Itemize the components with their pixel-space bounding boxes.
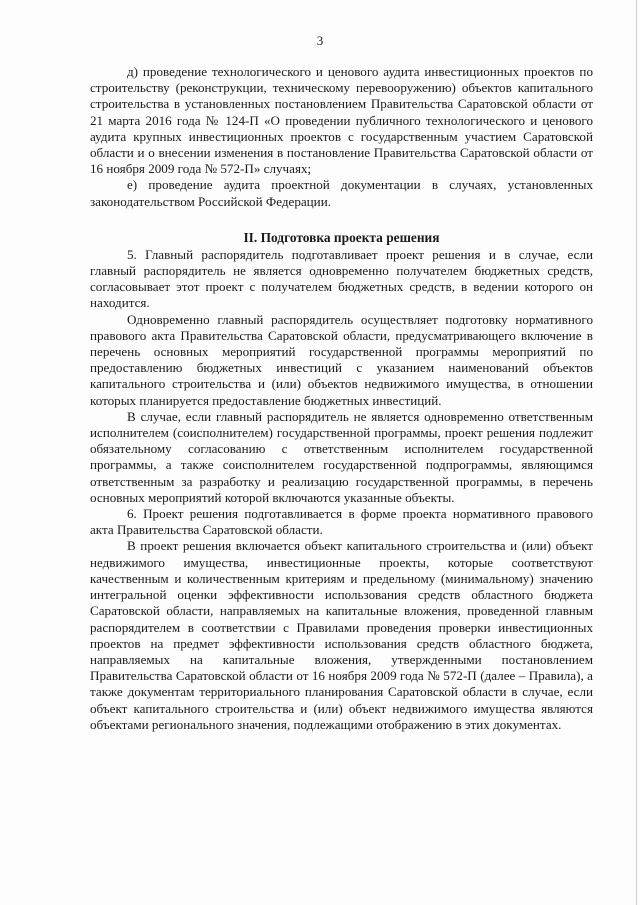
paragraph-audit-e: е) проведение аудита проектной документации в случаях, установленных законодательством Российской Федерации.: [90, 177, 593, 209]
section-heading: II. Подготовка проекта решения: [243, 229, 440, 245]
paragraph-simultaneous-preparation: Одновременно главный распорядитель осуществляет подготовку нормативного правового акта Правительства Саратовской области, предусматривающего включение в перечень основных мероприятий государственной программы мероприятий по предоставлению бюджетных инвестиций с указанием наименований объектов капитального строительства и (или) объектов недвижимого имущества, в отношении которых планируется предоставление бюджетных инвестиций.: [90, 311, 593, 408]
paragraph-mandatory-approval: В случае, если главный распорядитель не является одновременно ответственным исполнителем (соисполнителем) государственной программы, проект решения подлежит обязательному согласованию с ответственным исполнителем государственной программы, а также соисполнителем государственной подпрограммы, являющимся ответственным за разработку и реализацию государственной программы, в перечень основных мероприятий которой включаются указанные объекты.: [90, 408, 593, 505]
paragraph-item-5: 5. Главный распорядитель подготавливает проект решения и в случае, если главный распорядитель не является одновременно получателем бюджетных средств, согласовывает этот проект с получателем бюджетных средств, в ведении которого он находится.: [90, 246, 593, 311]
paragraph-inclusion-criteria: В проект решения включается объект капитального строительства и (или) объект недвижимого имущества, инвестиционные проекты, которые соответствуют качественным и количественным критериям и предельному (минимальному) значению интегральной оценки эффективности использования средств областного бюджета Саратовской области, направляемых на капитальные вложения, проведенной главным распорядителем в соответствии с Правилами проведения проверки инвестиционных проектов на предмет эффективности использования средств областного бюджета, направляемых на капитальные вложения, утвержденными постановлением Правительства Саратовской области от 16 ноября 2009 года № 572-П (далее – Правила), а также документам территориального планирования Саратовской области в случае, если объект капитального строительства и (или) объект недвижимого имущества являются объектами регионального значения, подлежащими отображению в этих документах.: [90, 538, 593, 732]
page-number: 3: [316, 33, 324, 48]
scan-edge-mark: [636, 0, 637, 905]
document-body: [90, 64, 593, 733]
paragraph-item-6: 6. Проект решения подготавливается в форме проекта нормативного правового акта Правительства Саратовской области.: [90, 506, 593, 538]
paragraph-audit-d: д) проведение технологического и ценового аудита инвестиционных проектов по строительству (реконструкции, техническому перевооружению) объектов капитального строительства в установленных постановлением Правительства Саратовской области от 21 марта 2016 года № 124-П «О проведении публичного технологического и ценового аудита крупных инвестиционных проектов с государственным участием Саратовской области и о внесении изменения в постановление Правительства Саратовской области от 16 ноября 2009 года № 572-П» случаях;: [90, 64, 593, 177]
